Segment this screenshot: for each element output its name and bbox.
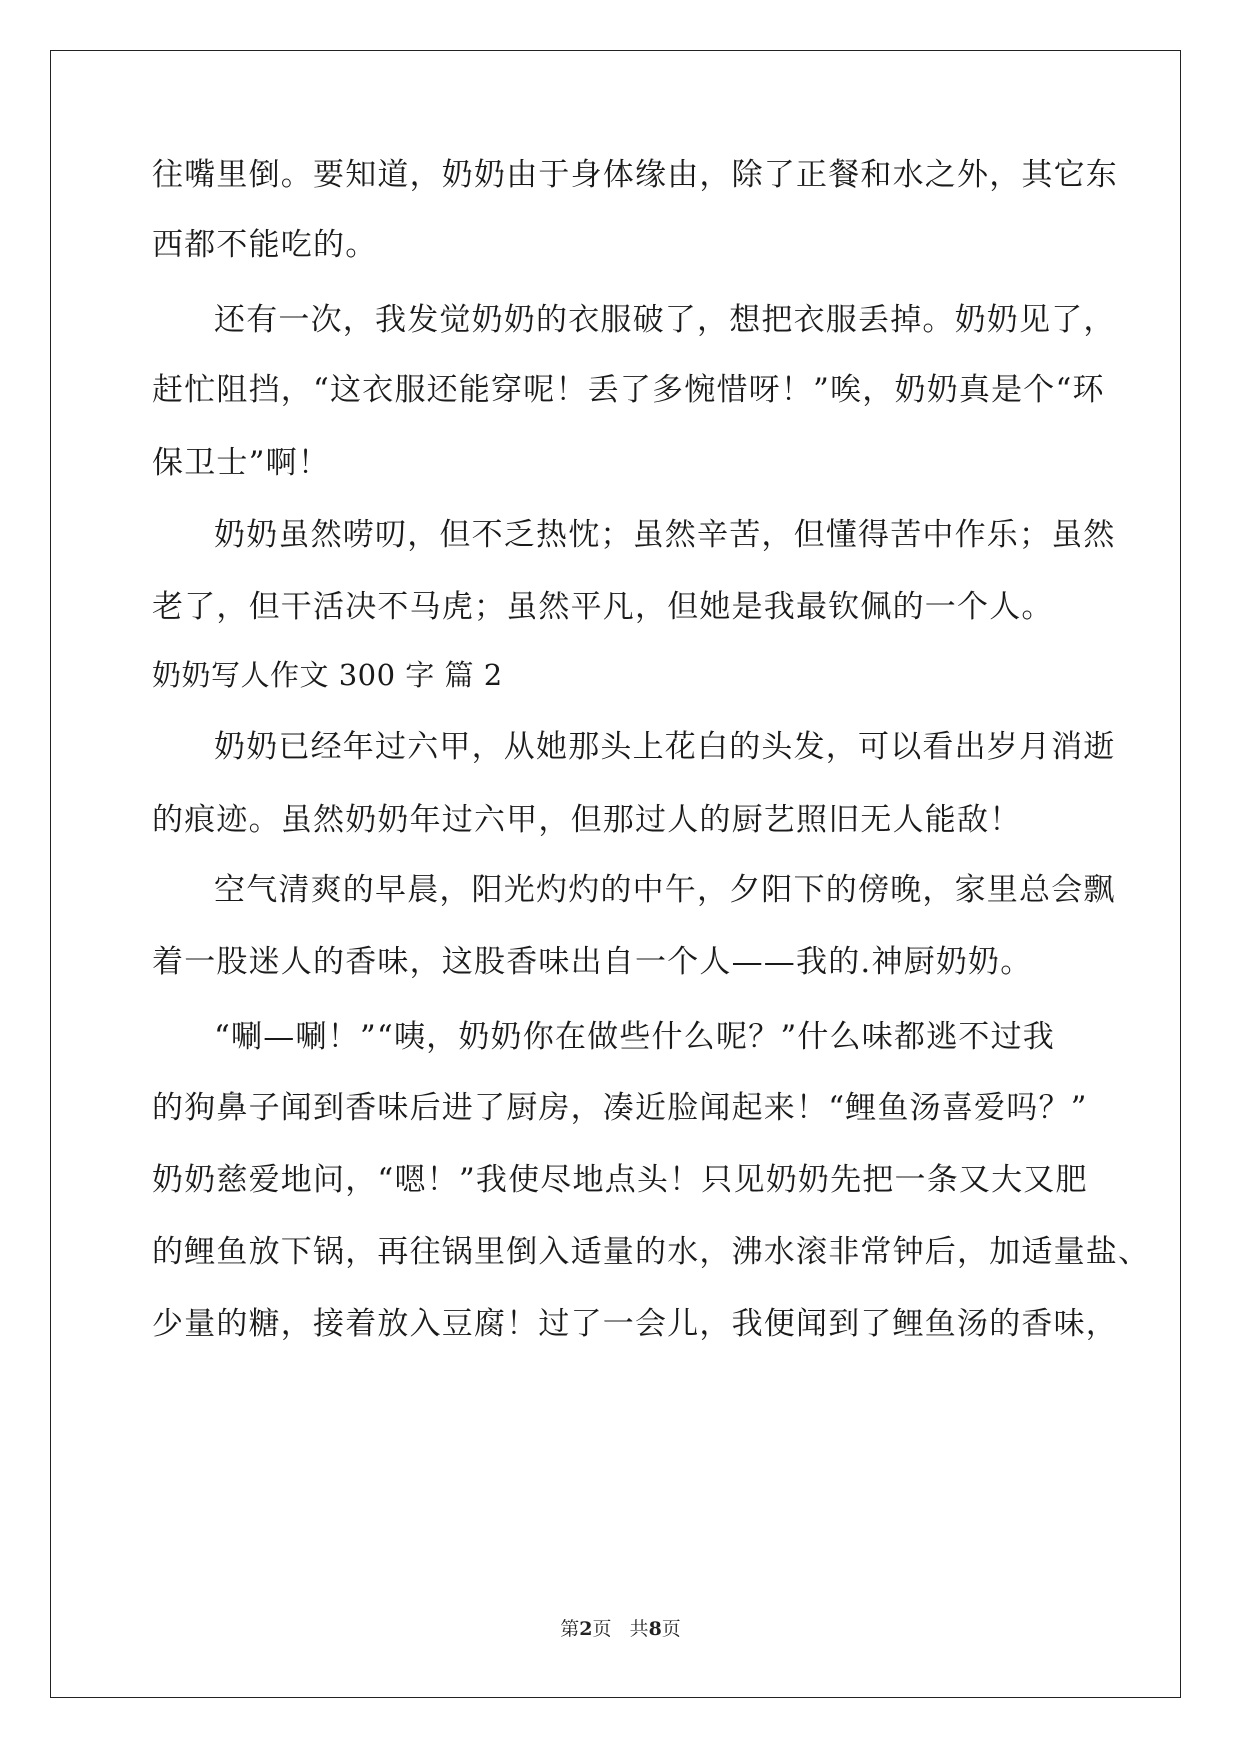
paragraph-line: “唰—唰！”“咦，奶奶你在做些什么呢？”什么味都逃不过我 [214,1019,1055,1055]
paragraph-line: 奶奶虽然唠叨，但不乏热忱；虽然辛苦，但懂得苦中作乐；虽然 [214,517,1116,553]
paragraph-line: 保卫士”啊！ [152,445,331,481]
paragraph-line: 还有一次，我发觉奶奶的衣服破了，想把衣服丢掉。奶奶见了， [214,302,1116,338]
paragraph-line: 赶忙阻挡，“这衣服还能穿呢！丢了多惋惜呀！”唉，奶奶真是个“环 [152,372,1105,408]
paragraph-line: 着一股迷人的香味，这股香味出自一个人——我的.神厨奶奶。 [152,944,1033,980]
paragraph-line: 的狗鼻子闻到香味后进了厨房，凑近脸闻起来！“鲤鱼汤喜爱吗？” [152,1090,1088,1126]
section-heading: 奶奶写人作文 300 字 篇 2 [152,658,503,692]
paragraph-line: 的鲤鱼放下锅，再往锅里倒入适量的水，沸水滚非常钟后，加适量盐、 [152,1234,1151,1270]
paragraph-line: 往嘴里倒。要知道，奶奶由于身体缘由，除了正餐和水之外，其它东 [152,157,1118,193]
page-suffix: 页 [661,1618,681,1640]
paragraph-line: 的痕迹。虽然奶奶年过六甲，但那过人的厨艺照旧无人能敌！ [152,802,1022,838]
paragraph-line: 空气清爽的早晨，阳光灼灼的中午，夕阳下的傍晚，家里总会飘 [214,872,1116,908]
page-prefix: 第 [560,1618,580,1640]
total-page-number: 8 [648,1618,662,1640]
paragraph-line: 西都不能吃的。 [152,227,378,263]
page-mid: 页 共 [592,1618,649,1640]
page-footer [0,1617,1241,1641]
paragraph-line: 奶奶慈爱地问，“嗯！”我使尽地点头！只见奶奶先把一条又大又肥 [152,1162,1088,1198]
paragraph-line: 奶奶已经年过六甲，从她那头上花白的头发，可以看出岁月消逝 [214,729,1116,765]
current-page-number: 2 [579,1618,593,1640]
paragraph-line: 老了，但干活决不马虎；虽然平凡，但她是我最钦佩的一个人。 [152,589,1054,625]
paragraph-line: 少量的糖，接着放入豆腐！过了一会儿，我便闻到了鲤鱼汤的香味， [152,1306,1118,1342]
